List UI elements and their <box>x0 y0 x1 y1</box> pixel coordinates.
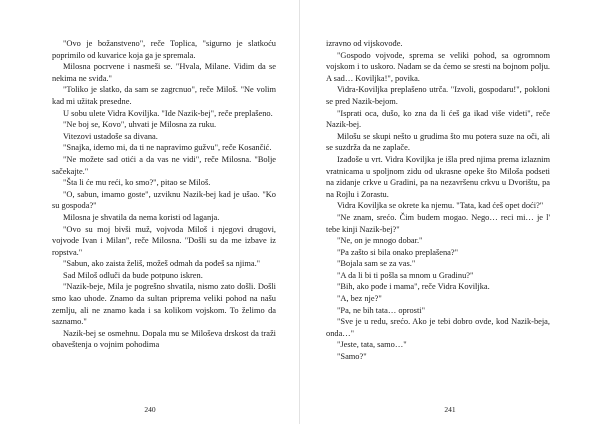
paragraph: "Pa zašto si bila onako preplašena?" <box>337 247 459 257</box>
paragraph: "Jeste, tata, samo…" <box>337 340 407 350</box>
paragraph: "Ovo su moj bivši muž, vojvoda Miloš i njegovi drugovi, vojvode Ivan i Milan", reče Milosna. "Došli su da me izbave iz ropstva." <box>52 224 276 257</box>
paragraph: Izađoše u vrt. Vidra Kovilјka je išla pred njima prema izlaznim vratnicama u spolјnom zidu od ukrasne opeke što Miloša podseti na zidanje crkve u Gradini, pa na nezavršenu crkvu u Dvorištu, pa na Rojlu i Zorastu. <box>326 154 550 199</box>
paragraph: Sad Miloš odluči da bude potpuno iskren. <box>63 270 203 280</box>
paragraph: "Sve je u redu, srećo. Ako je tebi dobro ovde, kod Nazik-beja, onda…" <box>326 317 550 338</box>
paragraph: "Šta li će mu reći, ko smo?", pitao se Miloš. <box>63 178 211 188</box>
paragraph: "Toliko je slatko, da sam se zagrcnuo", reče Miloš. "Ne volim kad mi užitak presedne. <box>52 85 276 106</box>
paragraph: "Sabun, ako zaista želiš, možeš odmah da pođeš sa njima." <box>63 259 261 269</box>
paragraph: Vidra-Kovilјka preplašeno utrča. "Izvoli, gospodaru!", pokloni se pred Nazik-bejom. <box>326 85 550 106</box>
paragraph: "Isprati oca, dušo, ko zna da li ćeš ga ikad više videti", reče Nazik-bej. <box>326 108 550 130</box>
paragraph: "Ne možete sad otići a da vas ne vidi", reče Milosna. "Bolje sačekajte." <box>52 154 276 176</box>
paragraph: Milosna je shvatila da nema koristi od laganja. <box>63 212 220 222</box>
left-page-text <box>52 38 276 351</box>
paragraph: "Bih, ako pođe i mama", reče Vidra Kovilјka. <box>337 282 490 292</box>
paragraph: "Pa, ne bih tata… oprosti" <box>337 305 426 315</box>
paragraph: "Ovo je božanstveno", reče Toplica, "sigurno je slatkoću poprimilo od kuvarice koja ga je spremala. <box>52 39 276 60</box>
paragraph: "Ne, on je mnogo dobar." <box>337 236 423 246</box>
paragraph: izravno od vijskovođe. <box>326 39 403 48</box>
paragraph: U sobu ulete Vidra Kovilјka. "Ide Nazik-bej", reče preplašeno. <box>63 108 273 118</box>
right-page-text <box>326 38 550 363</box>
paragraph: Vitezovi ustadoše sa divana. <box>63 131 158 141</box>
paragraph: "A da li bi ti pošla sa mnom u Gradinu?" <box>337 270 474 280</box>
paragraph: "Gospodo vojvode, sprema se veliki pohod, sa ogromnom vojskom i to uskoro. Nadam se da ćemo se sresti na bojnom polju. A sad… Kovilјka!", povika. <box>326 50 550 83</box>
left-page-number: 240 <box>144 405 156 414</box>
paragraph: "Samo?" <box>337 352 367 362</box>
paragraph: Milošu se skupi nešto u grudima što mu potera suze na oči, ali se suzdrža da ne zaplače. <box>326 131 550 153</box>
right-page <box>300 0 600 424</box>
paragraph: "Ne boj se, Kovo", uhvati je Milosna za ruku. <box>63 120 217 130</box>
paragraph: "Nazik-beje, Mila je pogrešno shvatila, nismo zato došli. Došli smo kao uhode. Znamo da sultan priprema veliki pohod na našu zemlju, ali ne znamo kada i sa kolikom vojskom. To želimo da saznamo." <box>52 282 276 327</box>
right-page-number: 241 <box>444 405 456 414</box>
paragraph: Milosna pocrvene i nasmeši se. "Hvala, Milane. Vidim da se nekima ne sviđa." <box>52 62 276 83</box>
paragraph: "O, sabun, imamo goste", uzviknu Nazik-bej kad je ušao. "Ko su gospoda?" <box>52 189 276 211</box>
paragraph: Vidra Kovilјka se okrete ka njemu. "Tata, kad ćeš opet doći?" <box>337 201 544 211</box>
paragraph: "Bojala sam se za vas." <box>337 259 416 269</box>
paragraph: Nazik-bej se osmehnu. Dopala mu se Miloševa drskost da traži obaveštenja o vojnim pohodima <box>52 328 276 350</box>
paragraph: "A, bez nje?" <box>337 294 382 304</box>
paragraph: "Snajka, idemo mi, da ti ne napravimo gužvu", reče Kosančić. <box>63 143 272 153</box>
paragraph: "Ne znam, srećo. Čim budem mogao. Nego… reci mi… je l' tebe kinji Nazik-bej?" <box>326 212 550 234</box>
